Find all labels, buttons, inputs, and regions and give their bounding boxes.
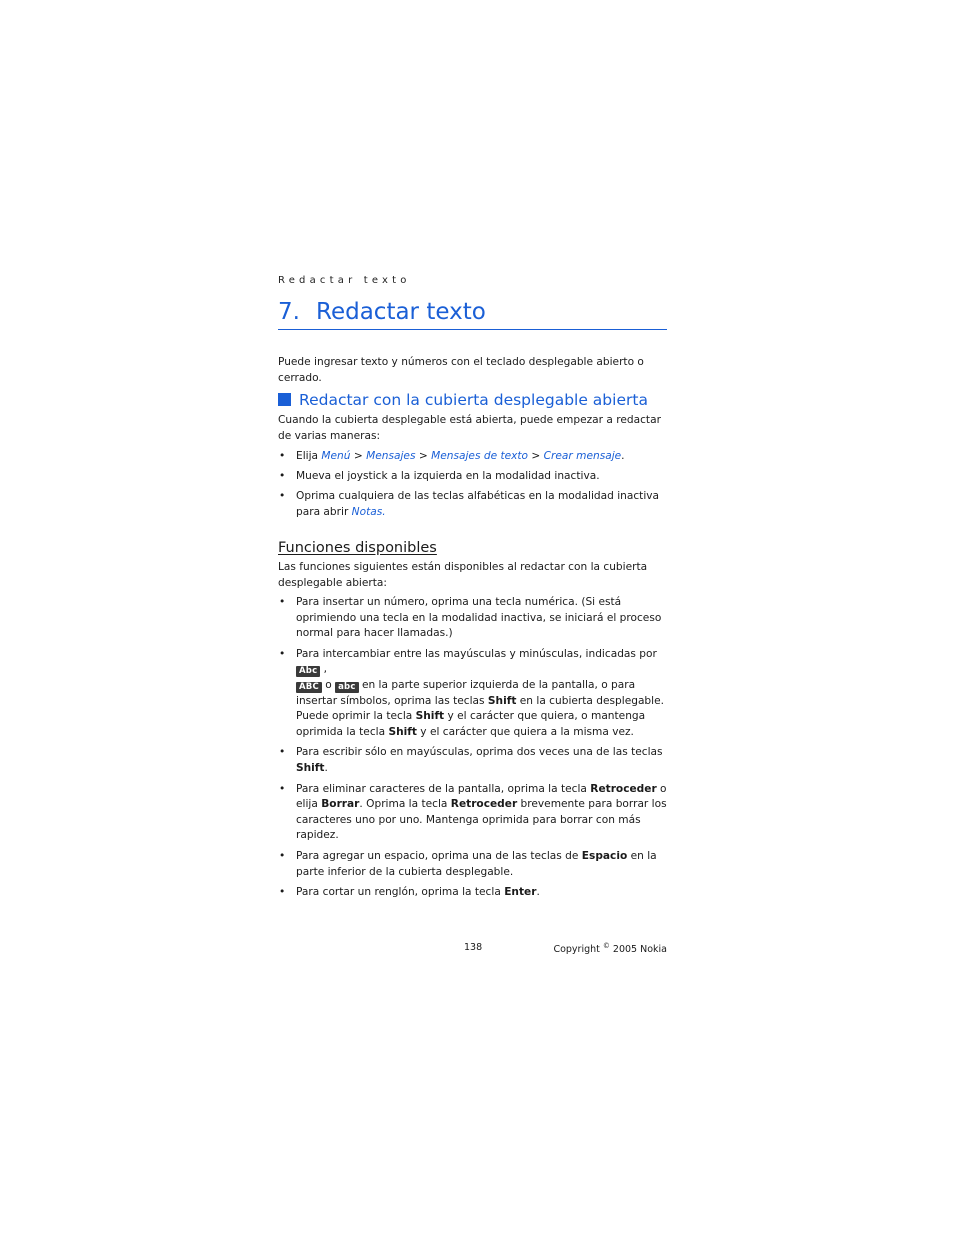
section-square-icon <box>278 393 291 406</box>
text: . Oprima la tecla <box>359 798 451 811</box>
path-separator: > <box>350 450 367 462</box>
text: . <box>382 505 386 518</box>
subsection-lead: Las funciones siguientes están disponibles al redactar con la cubierta desplegable abierta: <box>278 561 648 589</box>
running-head: Redactar texto <box>278 275 411 286</box>
uppercase-icon: ABC <box>296 682 322 693</box>
text: o elija <box>296 782 667 811</box>
list-item <box>278 489 667 520</box>
section-title <box>278 389 678 411</box>
list-item <box>278 782 667 844</box>
path-separator: > <box>415 450 432 462</box>
key-shift: Shift <box>388 725 417 738</box>
copyright-prefix: Copyright <box>553 944 603 956</box>
menu-path-mensajes: Mensajes <box>366 450 416 462</box>
text: y el carácter que quiera a la misma vez. <box>416 725 634 738</box>
open-methods-list <box>278 449 667 525</box>
key-enter: Enter <box>504 886 537 899</box>
list-item <box>278 885 667 901</box>
intro-paragraph: Puede ingresar texto y números con el teclado desplegable abierto o cerrado. <box>278 356 644 384</box>
sentence-case-icon: Abc <box>296 666 320 677</box>
text: Para insertar un número, oprima una tecla numérica. (Si está oprimiendo una tecla en la modalidad inactiva, se iniciará el proceso normal para hacer llamadas.) <box>296 596 662 640</box>
text: Para intercambiar entre las mayúsculas y minúsculas, indicadas por <box>296 647 657 660</box>
text: en la parte inferior de la cubierta desplegable. <box>296 849 657 878</box>
text: . <box>324 761 328 774</box>
text: Elija <box>296 450 322 462</box>
functions-list <box>278 595 667 906</box>
text: Oprima cualquiera de las teclas alfabéticas en la modalidad inactiva para abrir <box>296 490 660 518</box>
text: en la cubierta desplegable. Puede oprimir la tecla <box>296 694 664 723</box>
lowercase-icon: abc <box>335 682 358 693</box>
text: . <box>536 886 540 899</box>
section-title-text: Redactar con la cubierta desplegable abierta <box>299 391 648 409</box>
text: Mueva el joystick a la izquierda en la modalidad inactiva. <box>296 470 600 483</box>
menu-path-crear-mensaje: Crear mensaje <box>543 450 622 462</box>
text: brevemente para borrar los caracteres uno por uno. Mantenga oprimida para borrar con más rapidez. <box>296 798 667 842</box>
menu-path-mensajes-texto: Mensajes de texto <box>431 450 529 462</box>
option-borrar: Borrar <box>321 798 360 811</box>
chapter-number: 7. <box>278 299 300 325</box>
key-shift: Shift <box>415 710 445 723</box>
text: Para agregar un espacio, oprima una de las teclas de <box>296 849 582 862</box>
menu-notas: Notas <box>351 505 383 518</box>
menu-path-menu: Menú <box>321 450 351 462</box>
text: . <box>621 450 625 462</box>
text: Para escribir sólo en mayúsculas, oprima dos veces una de las teclas <box>296 746 663 759</box>
subsection-title: Funciones disponibles <box>278 540 437 556</box>
key-retroceder: Retroceder <box>590 782 657 795</box>
list-item <box>278 469 667 485</box>
list-item <box>278 595 667 642</box>
path-separator: > <box>528 450 544 462</box>
key-retroceder: Retroceder <box>450 798 518 811</box>
chapter-title-text: Redactar texto <box>316 299 486 325</box>
copyright-suffix: 2005 Nokia <box>609 944 667 956</box>
text: Para cortar un renglón, oprima la tecla <box>296 886 505 899</box>
copyright <box>553 942 667 955</box>
text: o <box>321 678 336 691</box>
key-shift: Shift <box>487 694 517 707</box>
list-item <box>278 745 667 776</box>
text: Para eliminar caracteres de la pantalla, oprima la tecla <box>296 782 591 795</box>
list-item <box>278 647 667 741</box>
list-item <box>278 849 667 880</box>
text: y el carácter que quiera, o mantenga oprimida la tecla <box>296 710 646 738</box>
chapter-title <box>278 296 667 330</box>
text: en la parte superior izquierda de la pantalla, o para insertar símbolos, oprima las teclas <box>296 678 636 707</box>
list-item <box>278 449 667 465</box>
page-number: 138 <box>464 942 483 953</box>
key-espacio: Espacio <box>581 849 628 862</box>
section-lead: Cuando la cubierta desplegable está abierta, puede empezar a redactar de varias maneras: <box>278 414 661 442</box>
text: , <box>320 663 328 676</box>
key-shift: Shift <box>296 761 325 774</box>
copyright-symbol: © <box>602 942 610 950</box>
